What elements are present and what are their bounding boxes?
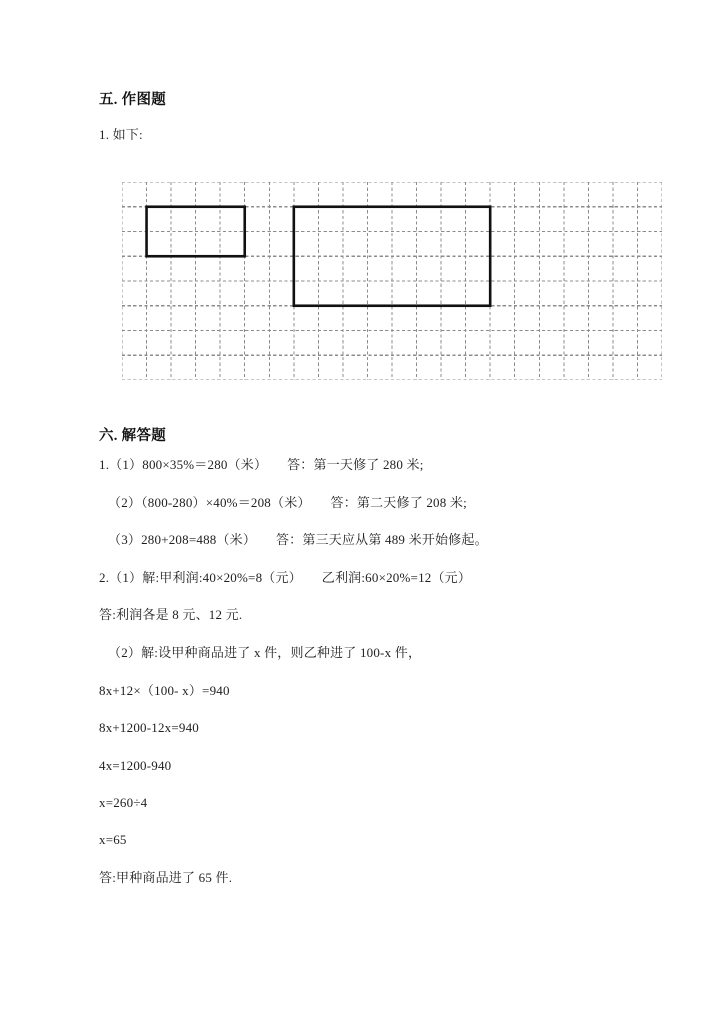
rectangle-shapes: [122, 182, 662, 380]
answer-line: 答:利润各是 8 元、12 元.: [99, 607, 243, 622]
section-heading-answers: 六. 解答题: [99, 428, 167, 444]
answer-line: 2.（1）解:甲利润:40×20%=8（元） 乙利润:60×20%=12（元）: [99, 570, 472, 585]
answer-line: （3）280+208=488（米） 答：第三天应从第 489 米开始修起。: [108, 532, 488, 547]
answer-line: 8x+12×（100- x）=940: [99, 683, 230, 698]
answer-line: 答:甲种商品进了 65 件.: [99, 870, 233, 885]
answer-line: （2）解:设甲种商品进了 x 件，则乙种进了 100-x 件，: [108, 645, 422, 660]
grid-figure: [122, 182, 662, 380]
rectangle-small: [147, 207, 245, 257]
answer-line: （2）（800-280）×40%＝208（米） 答：第二天修了 208 米;: [108, 495, 467, 510]
rectangle-large: [294, 207, 490, 306]
answer-line: x=260÷4: [99, 795, 148, 810]
drawing-intro-text: 1. 如下:: [99, 127, 143, 142]
answer-line: 4x=1200-940: [99, 758, 172, 773]
answer-line: 8x+1200-12x=940: [99, 720, 199, 735]
section-heading-drawing: 五. 作图题: [99, 92, 167, 108]
answer-line: x=65: [99, 832, 127, 847]
answer-line: 1.（1）800×35%＝280（米） 答：第一天修了 280 米;: [99, 457, 424, 472]
